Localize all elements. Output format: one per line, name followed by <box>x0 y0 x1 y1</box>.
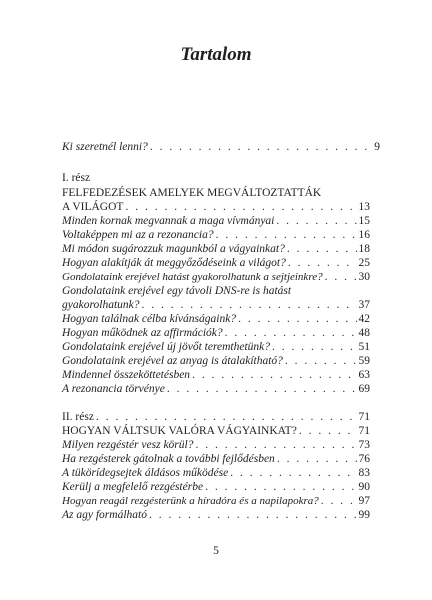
toc-entry-page: 69 <box>358 383 370 395</box>
toc-entry-label: Milyen rezgéstér vesz körül? <box>62 439 194 451</box>
toc-entry-label: II. rész <box>62 411 94 423</box>
toc-entry-page: 90 <box>358 481 370 493</box>
toc-entry-page: 37 <box>358 299 370 311</box>
toc-entry-label: Ki szeretnél lenni? <box>62 141 148 153</box>
toc-entry-page: 51 <box>358 341 370 353</box>
leader-dots <box>167 381 357 397</box>
page-number: 5 <box>213 545 219 557</box>
toc-entry-page: 73 <box>358 439 370 451</box>
toc-entry-label: Az agy formálható <box>62 509 147 521</box>
toc-entry-page: 48 <box>358 327 370 339</box>
toc-entry-label: Hogyan alakítják át meggyőződéseink a világot? <box>62 257 286 269</box>
toc-entry-page: 9 <box>374 141 380 153</box>
toc-entry-label: Minden kornak megvannak a maga vívmányai <box>62 215 275 227</box>
page-title: Tartalom <box>180 44 252 65</box>
toc-entry-page: 30 <box>358 271 370 283</box>
toc-entry-label: Mindennel összeköttetésben <box>62 369 191 381</box>
toc-entry-page: 15 <box>358 215 370 227</box>
part1-heading: I. rész <box>62 172 91 184</box>
toc-entry-page: 63 <box>358 369 370 381</box>
toc-entry-label: A VILÁGOT <box>62 201 124 213</box>
toc-entry-page: 71 <box>358 411 370 423</box>
toc-entry-page: 71 <box>358 425 370 437</box>
toc-entry-label: Hogyan működnek az affirmációk? <box>62 327 223 339</box>
toc-entry-page: 25 <box>358 257 370 269</box>
toc-entry-label: gyakorolhatunk? <box>62 299 140 311</box>
toc-entry-label: Gondolataink erejével új jövőt teremthetünk? <box>62 341 270 353</box>
toc-entry-label: Mi módon sugározzuk magunkból a vágyainkat? <box>62 243 285 255</box>
toc-entry-page: 99 <box>358 509 370 521</box>
toc-entry-label: Voltaképpen mi az a rezonancia? <box>62 229 214 241</box>
toc-entry-page: 18 <box>358 243 370 255</box>
toc-entry-label: Kerülj a megfelelő rezgéstérbe <box>62 481 204 493</box>
toc-entry-page: 13 <box>358 201 370 213</box>
toc-entry-label: Gondolataink erejével az anyag is átalakítható? <box>62 355 283 367</box>
toc-entry-label: HOGYAN VÁLTSUK VALÓRA VÁGYAINKAT? <box>62 425 297 437</box>
toc-entry-label: A tükörídegsejtek áldásos működése <box>62 467 229 479</box>
toc-entry <box>62 507 370 523</box>
toc-entry-page: 59 <box>358 355 370 367</box>
leader-dots <box>150 139 372 155</box>
toc-entry-label: Hogyan találnak célba kívánságaink? <box>62 313 237 325</box>
toc-entry-page: 97 <box>358 495 370 507</box>
toc-entry-page: 83 <box>358 467 370 479</box>
part1-title-line1: FELFEDEZÉSEK AMELYEK MEGVÁLTOZTATTÁK <box>62 187 322 199</box>
toc-entry <box>62 381 370 397</box>
toc-entry-label: Ha rezgésterek gátolnak a további fejlődésben <box>62 453 275 465</box>
leader-dots <box>149 507 357 523</box>
toc-entry-intro <box>62 139 380 155</box>
toc-entry-label-line1: Gondolataink erejével egy távoli DNS-re is hatást <box>62 285 292 297</box>
toc-entry-label: Hogyan reagál rezgésterünk a híradóra és a napilapokra? <box>62 495 319 507</box>
leader-dots <box>325 269 357 285</box>
toc-entry-page: 16 <box>358 229 370 241</box>
toc-entry-label: Gondolataink erejével hatást gyakorolhatunk a sejtjeinkre? <box>62 271 323 283</box>
toc-entry-label: A rezonancia törvénye <box>62 383 165 395</box>
toc-entry-page: 42 <box>358 313 370 325</box>
toc-entry-page: 76 <box>358 453 370 465</box>
